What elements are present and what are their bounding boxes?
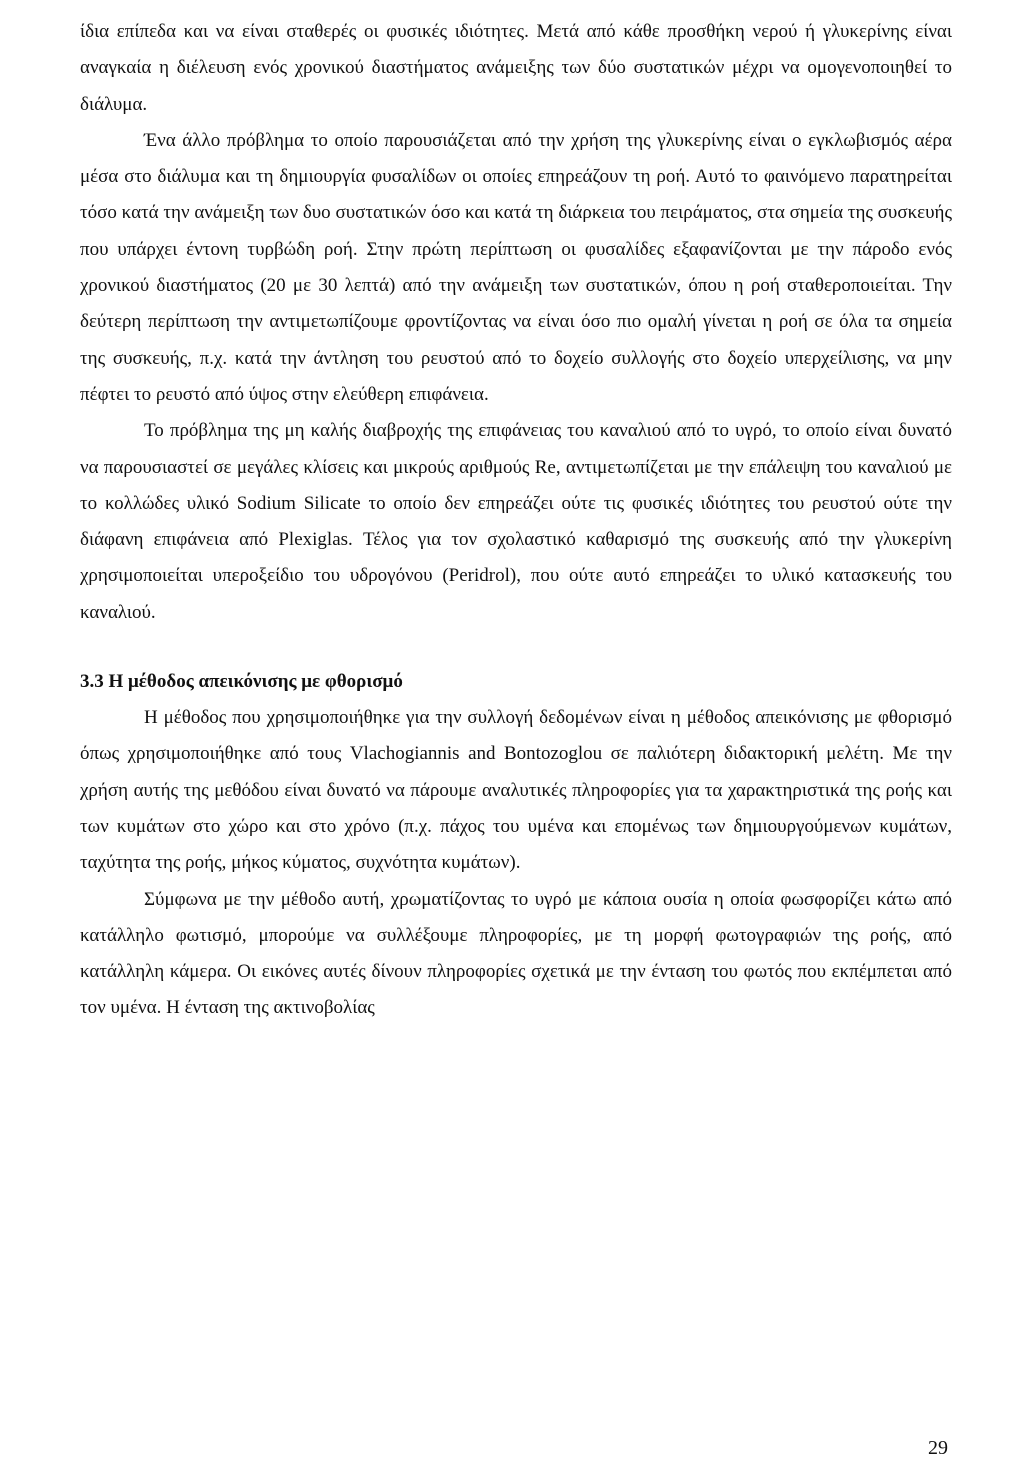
section-heading: 3.3 Η μέθοδος απεικόνισης με φθορισμό — [80, 671, 403, 693]
paragraph-5: Σύμφωνα με την μέθοδο αυτή, χρωματίζοντας το υγρό με κάποια ουσία η οποία φωσφορίζει κάτω από κατάλληλο φωτισμό, μπορούμε να συλλέξουμε πληροφορίες, με τη μορφή φωτογραφιών της ροής, από κατάλληλη κάμερα. Οι εικόνες αυτές δίνουν πληροφορίες σχετικά με την ένταση του φωτός που εκπέμπεται από τον υμένα. Η ένταση της ακτινοβολίας — [80, 888, 952, 1019]
paragraph-3: Το πρόβλημα της μη καλής διαβροχής της επιφάνειας του καναλιού από το υγρό, το οποίο είναι δυνατό να παρουσιαστεί σε μεγάλες κλίσεις και μικρούς αριθμούς Re, αντιμετωπίζεται με την επάλειψη του καναλιού με το κολλώδες υλικό Sodium Silicate το οποίο δεν επηρεάζει ούτε τις φυσικές ιδιότητες του ρευστού ούτε την διάφανη επιφάνεια από Plexiglas. Τέλος για τον σχολαστικό καθαρισμό της συσκευής από την γλυκερίνη χρησιμοποιείται υπεροξείδιο του υδρογόνου (Peridrol), που ούτε αυτό επηρεάζει το υλικό κατασκευής του καναλιού. — [80, 420, 952, 623]
paragraph-2: Ένα άλλο πρόβλημα το οποίο παρουσιάζεται από την χρήση της γλυκερίνης είναι ο εγκλωβισμός αέρα μέσα στο διάλυμα και τη δημιουργία φυσαλίδων οι οποίες επηρεάζουν τη ροή. Αυτό το φαινόμενο παρατηρείται τόσο κατά την ανάμειξη των δυο συστατικών όσο και κατά τη διάρκεια του πειράματος, στα σημεία της συσκευής που υπάρχει έντονη τυρβώδη ροή. Στην πρώτη περίπτωση οι φυσαλίδες εξαφανίζονται με την πάροδο ενός χρονικού διαστήματος (20 με 30 λεπτά) από την ανάμειξη των συστατικών, όπου η ροή σταθεροποιείται. Την δεύτερη περίπτωση την αντιμετωπίζουμε φροντίζοντας να είναι όσο πιο ομαλή γίνεται η ροή σε όλα τα σημεία της συσκευής, π.χ. κατά την άντληση του ρευστού από το δοχείο συλλογής στο δοχείο υπερχείλισης, να μην πέφτει το ρευστό από ύψος στην ελεύθερη επιφάνεια. — [80, 129, 952, 405]
paragraph-4: Η μέθοδος που χρησιμοποιήθηκε για την συλλογή δεδομένων είναι η μέθοδος απεικόνισης με φθορισμό όπως χρησιμοποιήθηκε από τους Vlachogiannis and Bontozoglou σε παλιότερη διδακτορική μελέτη. Με την χρήση αυτής της μεθόδου είναι δυνατό να πάρουμε αναλυτικές πληροφορίες για τα χαρακτηριστικά της ροής και των κυμάτων στο χώρο και στο χρόνο (π.χ. πάχος του υμένα και επομένως των δημιουργούμενων κυμάτων, ταχύτητα της ροής, μήκος κύματος, συχνότητα κυμάτων). — [80, 707, 952, 874]
page-number: 29 — [928, 1437, 948, 1459]
page-body — [80, 14, 952, 1027]
paragraph-1: ίδια επίπεδα και να είναι σταθερές οι φυσικές ιδιότητες. Μετά από κάθε προσθήκη νερού ή γλυκερίνης είναι αναγκαία η διέλευση ενός χρονικού διαστήματος ανάμειξης των δύο συστατικών μέχρι να ομογενοποιηθεί το διάλυμα. — [80, 21, 952, 115]
